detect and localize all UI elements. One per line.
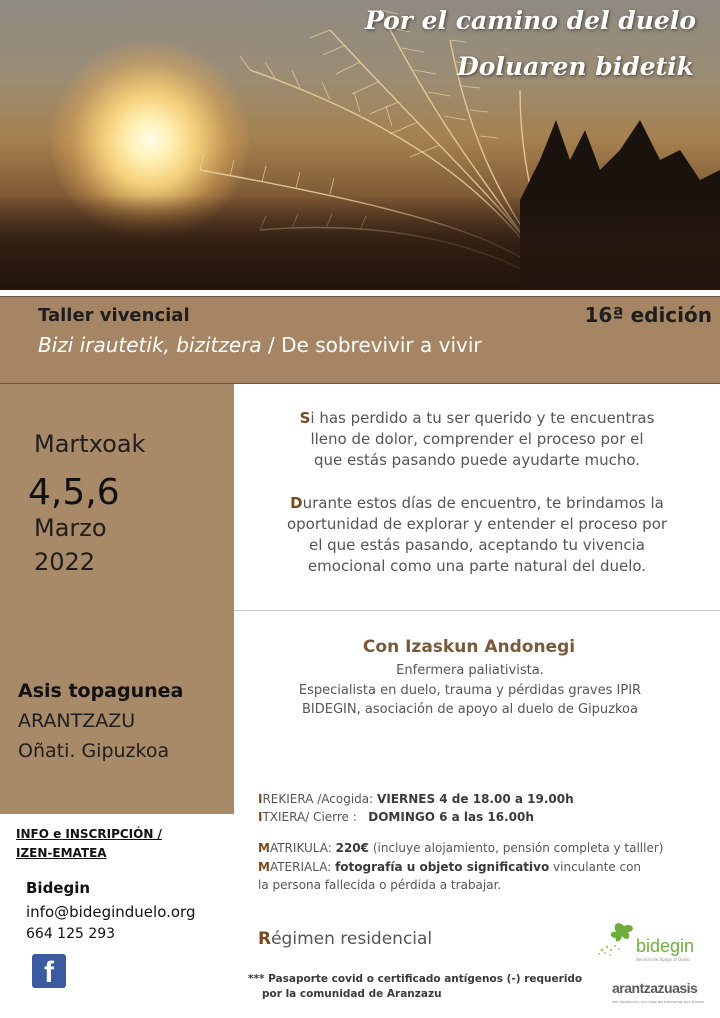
title-spanish: Por el camino del duelo [364, 6, 696, 35]
intro-paragraph-1 [254, 408, 700, 471]
open-value: VIERNES 4 de 18.00 a 19.00h [377, 792, 574, 806]
section-divider [234, 610, 720, 611]
covid-line1: *** Pasaporte covid o certificado antígenos (-) requerido [248, 973, 583, 985]
fee-value: 220€ [335, 841, 370, 855]
contact-name: Bidegin [26, 879, 91, 897]
close-initial: I [258, 810, 263, 824]
intro-paragraph-2 [254, 493, 700, 577]
schedule-closing [258, 810, 534, 824]
close-value: DOMINGO 6 a las 16.00h [368, 810, 534, 824]
edition-number: 16ª edición [584, 303, 712, 327]
intro-p2-line2: oportunidad de explorar y entender el proceso por [286, 515, 668, 533]
subtitle-basque: Bizi irautetik, bizitzera [38, 333, 262, 357]
materials-line2: la persona fallecida o pérdida a trabajar. [258, 878, 502, 892]
intro-p2-line4: emocional como una parte natural del duelo. [307, 557, 647, 575]
workshop-band [0, 296, 720, 384]
materials-label: ATERIALA: [269, 860, 332, 874]
presenter-name: Con Izaskun Andonegi [362, 637, 576, 657]
left-column [0, 384, 234, 1018]
event-year: 2022 [34, 548, 96, 576]
month-spanish: Marzo [34, 514, 107, 542]
month-basque: Martxoak [34, 430, 146, 458]
contact-email[interactable]: info@bideginduelo.org [26, 903, 196, 921]
dropcap-d: D [290, 494, 303, 512]
presenter-organization: BIDEGIN, asociación de apoyo al duelo de Gipuzkoa [302, 702, 638, 717]
registration-fee [258, 841, 663, 855]
presenter-role: Enfermera paliativista. [396, 663, 544, 678]
covid-notice [248, 972, 582, 1002]
fee-label: ATRIKULA: [269, 841, 332, 855]
contact-phone[interactable]: 664 125 293 [26, 926, 116, 942]
workshop-subtitle [38, 333, 482, 357]
materials-initial: M [258, 860, 270, 874]
info-heading-line1: INFO e INSCRIPCIÓN / [16, 827, 162, 841]
hero-image [0, 0, 720, 290]
info-heading-line2: IZEN-EMATEA [16, 846, 107, 860]
open-label: REKIERA /Acogida: [262, 792, 374, 806]
materials-note-1: vinculante con [553, 860, 642, 874]
bidegin-wordmark: bidegin [636, 936, 695, 956]
bidegin-logo [596, 920, 706, 968]
fee-initial: M [258, 841, 270, 855]
regime-text: égimen residencial [271, 929, 433, 949]
event-days: 4,5,6 [28, 472, 120, 513]
open-initial: I [258, 792, 263, 806]
butterfly-icon [596, 920, 640, 960]
materials-line1 [258, 860, 641, 874]
subtitle-spanish: / De sobrevivir a vivir [268, 333, 482, 357]
close-label: TXIERA/ Cierre : [262, 810, 357, 824]
residential-regime [258, 929, 432, 949]
schedule-opening [258, 792, 574, 806]
venue-town: Oñati. Gipuzkoa [18, 740, 170, 762]
intro-p2-line3: el que estás pasando, aceptando tu vivencia [308, 536, 645, 554]
intro-p1-line1: i has perdido a tu ser querido y te encuentras [310, 409, 655, 427]
covid-line2: por la comunidad de Aranzazu [262, 988, 442, 1000]
title-basque: Doluaren bidetik [457, 52, 694, 81]
bidegin-tagline: Servicio de Apoyo al Duelo [636, 957, 690, 962]
fee-note: (incluye alojamiento, pensión completa y talller) [372, 841, 664, 855]
dropcap-s: S [299, 409, 311, 427]
info-heading [16, 825, 162, 863]
regime-initial: R [258, 929, 272, 949]
facebook-icon[interactable]: f [32, 954, 66, 988]
materials-value: fotografía u objeto significativo [335, 860, 550, 874]
venue-name: Asis topagunea [18, 680, 184, 702]
workshop-kicker: Taller vivencial [38, 305, 190, 326]
presenter-specialty: Especialista en duelo, trauma y pérdidas graves IPIR [298, 683, 642, 698]
arantzazu-wordmark: arantzazuasis [612, 980, 698, 996]
venue-place: ARANTZAZU [18, 710, 136, 732]
intro-p2-line1: urante estos días de encuentro, te brindamos la [302, 494, 664, 512]
arantzazu-tagline: asis topagunea, una casa para personas que buscan [612, 1000, 705, 1004]
dark-foreground [0, 195, 720, 290]
intro-p1-line2: lleno de dolor, comprender el proceso por el [310, 430, 644, 448]
intro-p1-line3: que estás pasando puede ayudarte mucho. [313, 451, 641, 469]
arantzazu-logo [612, 980, 712, 1010]
